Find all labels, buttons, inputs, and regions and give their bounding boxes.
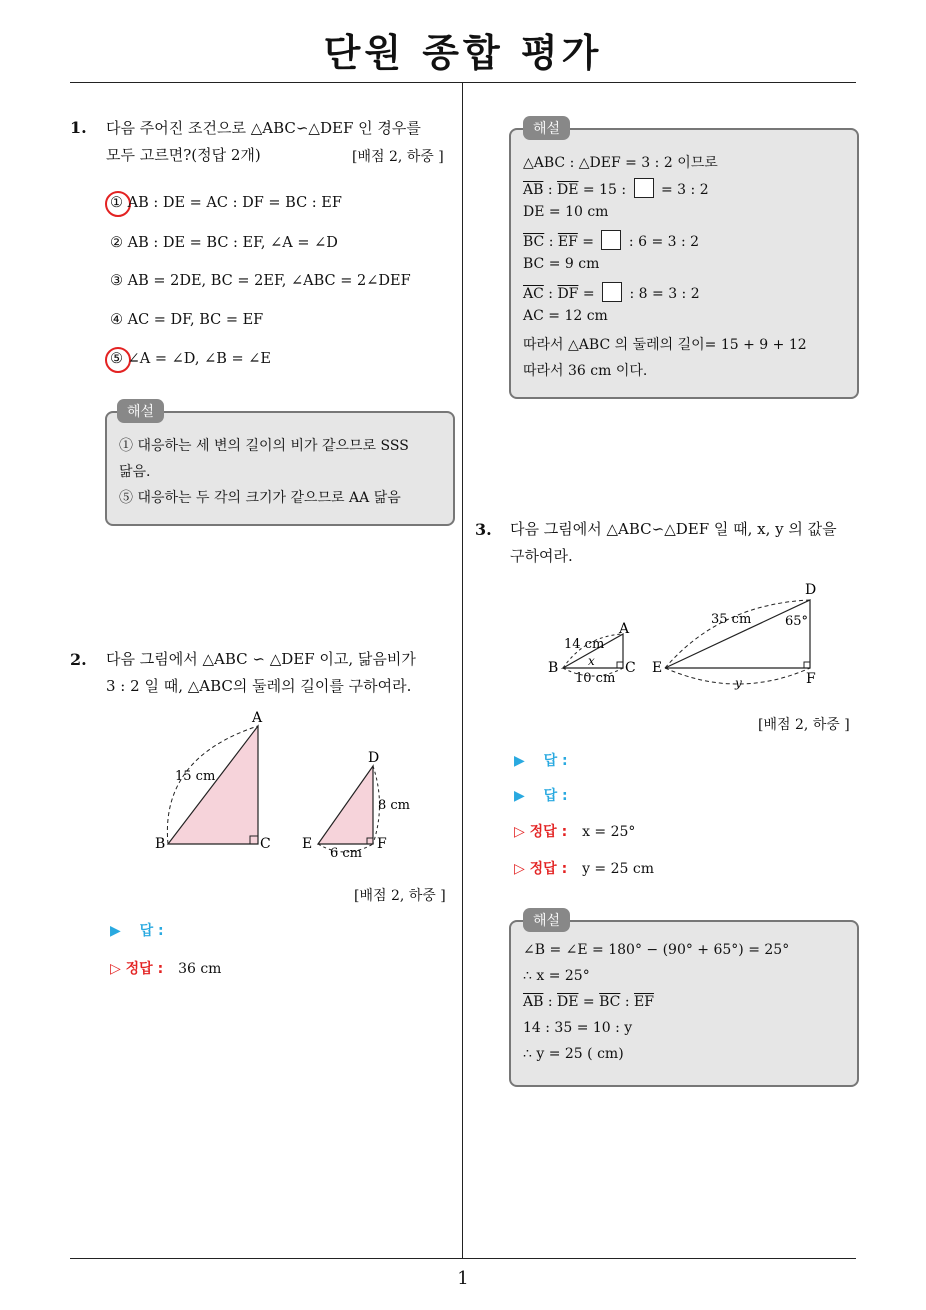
q1-option-3[interactable]: ③ AB = 2DE, BC = 2EF, ∠ABC = 2∠DEF: [110, 273, 411, 289]
label-8cm: 8 cm: [378, 798, 411, 813]
explain-line-7: AC = 12 cm: [523, 308, 608, 324]
q1-line1: 다음 주어진 조건으로 △ABC∽△DEF 인 경우를: [106, 119, 421, 137]
q3-figure: [540, 576, 830, 691]
q2-line1: 다음 그림에서 △ABC ∽ △DEF 이고, 닮음비가: [106, 650, 416, 668]
q3-correct-x: x = 25°: [582, 824, 636, 840]
explain-line-2: $\overline{AB}$ : $\overline{DE} = 15$ : = 3 : 2: [523, 178, 709, 198]
label-a: A: [252, 710, 263, 726]
q2-explain-box: [509, 121, 859, 399]
q3-answer-row-1[interactable]: [514, 750, 568, 770]
q3-explain-tag: 해설: [523, 908, 570, 932]
label-14cm: 14 cm: [564, 637, 605, 652]
column-divider: [462, 83, 463, 1258]
label-c: C: [260, 836, 271, 852]
page-number: 1: [457, 1268, 469, 1289]
q3-answer-row-2[interactable]: [514, 785, 568, 805]
q3-meta: [배점 2, 하중 ]: [758, 717, 850, 733]
bottom-rule: [70, 1258, 856, 1259]
q3-correct-label-y: 정답 :: [529, 861, 568, 877]
explain-line-6: $\overline{AC}$ : $\overline{DF}$ = : 8 = 3 : 2: [523, 282, 700, 302]
q2-correct-value: 36 cm: [178, 961, 222, 977]
blank-box[interactable]: [634, 178, 654, 198]
q3-answer-label-1: 답 :: [543, 753, 568, 769]
q2-figure: [150, 708, 420, 868]
label-d: D: [805, 582, 817, 598]
label-e: E: [652, 660, 663, 676]
q1-option-2[interactable]: ② AB : DE = BC : EF, ∠A = ∠D: [110, 235, 338, 251]
label-c: C: [625, 660, 636, 676]
q1-explain-line3: ⑤ 대응하는 두 각의 크기가 같으므로 AA 닮음: [119, 490, 401, 506]
q3-explain-line2: ∴ x = 25°: [523, 968, 590, 984]
hollow-play-icon: ▷: [110, 961, 121, 977]
explain-line-5: BC = 9 cm: [523, 256, 600, 272]
q1-explain-tag: 해설: [117, 399, 164, 423]
q3-number: 3.: [475, 520, 492, 539]
top-rule: [70, 82, 856, 83]
label-e: E: [302, 836, 313, 852]
q1-line2: 모두 고르면?(정답 2개): [106, 146, 261, 164]
label-b: B: [155, 836, 166, 852]
q3-explain-line4: 14 : 35 = 10 : y: [523, 1020, 633, 1036]
hollow-play-icon: ▷: [514, 824, 525, 840]
triangle-def: [318, 766, 373, 844]
blank-box[interactable]: [601, 230, 621, 250]
page-title: 단원 종합 평가: [323, 31, 603, 75]
label-x: x: [588, 654, 595, 668]
label-6cm: 6 cm: [330, 846, 363, 861]
play-icon: ▶: [110, 923, 121, 939]
q3-answer-label-2: 답 :: [543, 788, 568, 804]
label-15cm: 15 cm: [175, 769, 216, 784]
q2-number: 2.: [70, 650, 87, 669]
label-f: F: [377, 836, 387, 852]
q2-meta: [배점 2, 하중 ]: [354, 888, 446, 904]
q1-explain-line2: 닮음.: [119, 464, 151, 480]
q2-answer-label: 답 :: [139, 923, 164, 939]
explain-line-1: △ABC : △DEF = 3 : 2 이므로: [523, 155, 718, 171]
explain-line-8: 따라서 △ABC 의 둘레의 길이= 15 + 9 + 12: [523, 337, 807, 353]
label-d: D: [368, 750, 380, 766]
right-angle-f: [804, 662, 810, 668]
q3-line1: 다음 그림에서 △ABC∽△DEF 일 때, x, y 의 값을: [510, 520, 837, 538]
label-f: F: [806, 671, 816, 687]
label-b: B: [548, 660, 559, 676]
label-y: y: [735, 676, 742, 690]
label-65deg: 65°: [785, 614, 809, 629]
play-icon: ▶: [514, 788, 525, 804]
q1-option-5[interactable]: ⑤ ∠A = ∠D, ∠B = ∠E: [110, 351, 271, 367]
q2-correct-row: [110, 958, 221, 978]
explain-line-3: DE = 10 cm: [523, 204, 609, 220]
q3-correct-label-x: 정답 :: [529, 824, 568, 840]
q1-explain-line1: ① 대응하는 세 변의 길이의 비가 같으므로 SSS: [119, 438, 409, 454]
q1-meta: [배점 2, 하중 ]: [352, 149, 444, 165]
right-angle-c: [617, 662, 623, 668]
q3-explain-line5: ∴ y = 25 ( cm): [523, 1046, 624, 1062]
label-a: A: [619, 621, 630, 637]
label-35cm: 35 cm: [711, 612, 752, 627]
play-icon: ▶: [514, 753, 525, 769]
q2-correct-label: 정답 :: [125, 961, 164, 977]
q1-number: 1.: [70, 118, 87, 137]
triangle-abc: [168, 726, 258, 844]
q1-option-4[interactable]: ④ AC = DF, BC = EF: [110, 312, 264, 328]
label-10cm: 10 cm: [575, 671, 616, 686]
explain-line-4: $\overline{BC}$ : $\overline{EF}$ = : 6 = 3 : 2: [523, 230, 699, 250]
triangle-def-large: [665, 600, 810, 668]
q2-line2: 3 : 2 일 때, △ABC의 둘레의 길이를 구하여라.: [106, 677, 412, 695]
q1-explain-box: [105, 404, 455, 526]
q2-explain-tag: 해설: [523, 116, 570, 140]
q3-correct-y: y = 25 cm: [582, 861, 654, 877]
hollow-play-icon: ▷: [514, 861, 525, 877]
q1-option-1[interactable]: ① AB : DE = AC : DF = BC : EF: [110, 195, 342, 211]
q3-line2: 구하여라.: [510, 547, 573, 565]
q2-answer-row[interactable]: [110, 920, 164, 940]
blank-box[interactable]: [602, 282, 622, 302]
q3-explain-line3: $\overline{AB}$ : $\overline{DE} = \overline{BC}$ : $\overline{EF}$: [523, 994, 654, 1010]
q3-explain-box: [509, 913, 859, 1087]
q3-explain-line1: ∠B = ∠E = 180° − (90° + 65°) = 25°: [523, 942, 790, 958]
q3-correct-row-x: [514, 821, 635, 841]
q3-correct-row-y: [514, 858, 654, 878]
explain-line-9: 따라서 36 cm 이다.: [523, 363, 648, 379]
